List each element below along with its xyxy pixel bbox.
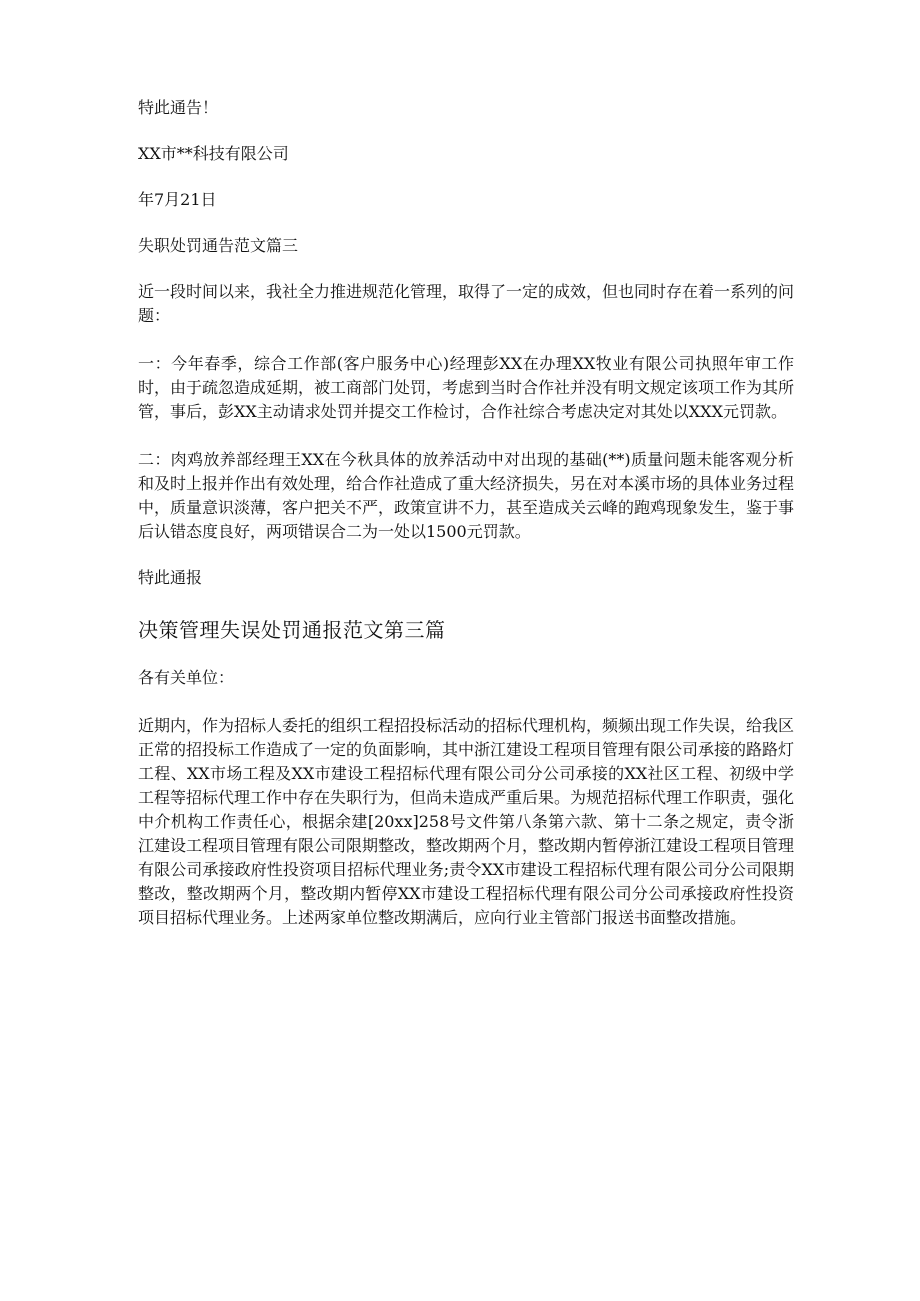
section-title: 失职处罚通告范文篇三 <box>138 236 299 255</box>
salutation: 各有关单位： <box>138 668 235 687</box>
date-line: 年7月21日 <box>138 190 217 209</box>
company-name: XX市**科技有限公司 <box>138 144 289 163</box>
item-one-paragraph: 一：今年春季，综合工作部(客户服务中心)经理彭XX在办理XX牧业有限公司执照年审工作时，由于疏忽造成延期，被工商部门处罚，考虑到当时合作社并没有明文规定该项工作为其所管，事后，彭XX主动请求处罚并提交工作检讨，合作社综合考虑决定对其处以XXX元罚款。 <box>138 354 795 421</box>
closing-notice: 特此通告！ <box>138 98 219 117</box>
closing-report: 特此通报 <box>138 568 203 587</box>
article-heading: 决策管理失误处罚通报范文第三篇 <box>138 618 446 642</box>
intro-paragraph: 近一段时间以来，我社全力推进规范化管理，取得了一定的成效，但也同时存在着一系列的问题： <box>138 282 795 325</box>
document-page <box>138 96 794 930</box>
body-paragraph: 近期内，作为招标人委托的组织工程招投标活动的招标代理机构，频频出现工作失误，给我区正常的招投标工作造成了一定的负面影响，其中浙江建设工程项目管理有限公司承接的路路灯工程、XX市场工程及XX市建设工程招标代理有限公司分公司承接的XX社区工程、初级中学工程等招标代理工作中存在失职行为，但尚未造成严重后果。为规范招标代理工作职责，强化中介机构工作责任心，根据余建[20xx]258号文件第八条第六款、第十二条之规定，责令浙江建设工程项目管理有限公司限期整改，整改期两个月，整改期内暂停浙江建设工程项目管理有限公司承接政府性投资项目招标代理业务;责令XX市建设工程招标代理有限公司分公司限期整改，整改期两个月，整改期内暂停XX市建设工程招标代理有限公司分公司承接政府性投资项目招标代理业务。上述两家单位整改期满后，应向行业主管部门报送书面整改措施。 <box>138 716 795 927</box>
item-two-paragraph: 二：肉鸡放养部经理王XX在今秋具体的放养活动中对出现的基础(**)质量问题未能客观分析和及时上报并作出有效处理，给合作社造成了重大经济损失，另在对本溪市场的具体业务过程中，质量意识淡薄，客户把关不严，政策宣讲不力，甚至造成关云峰的跑鸡现象发生，鉴于事后认错态度良好，两项错误合二为一处以1500元罚款。 <box>138 450 795 541</box>
